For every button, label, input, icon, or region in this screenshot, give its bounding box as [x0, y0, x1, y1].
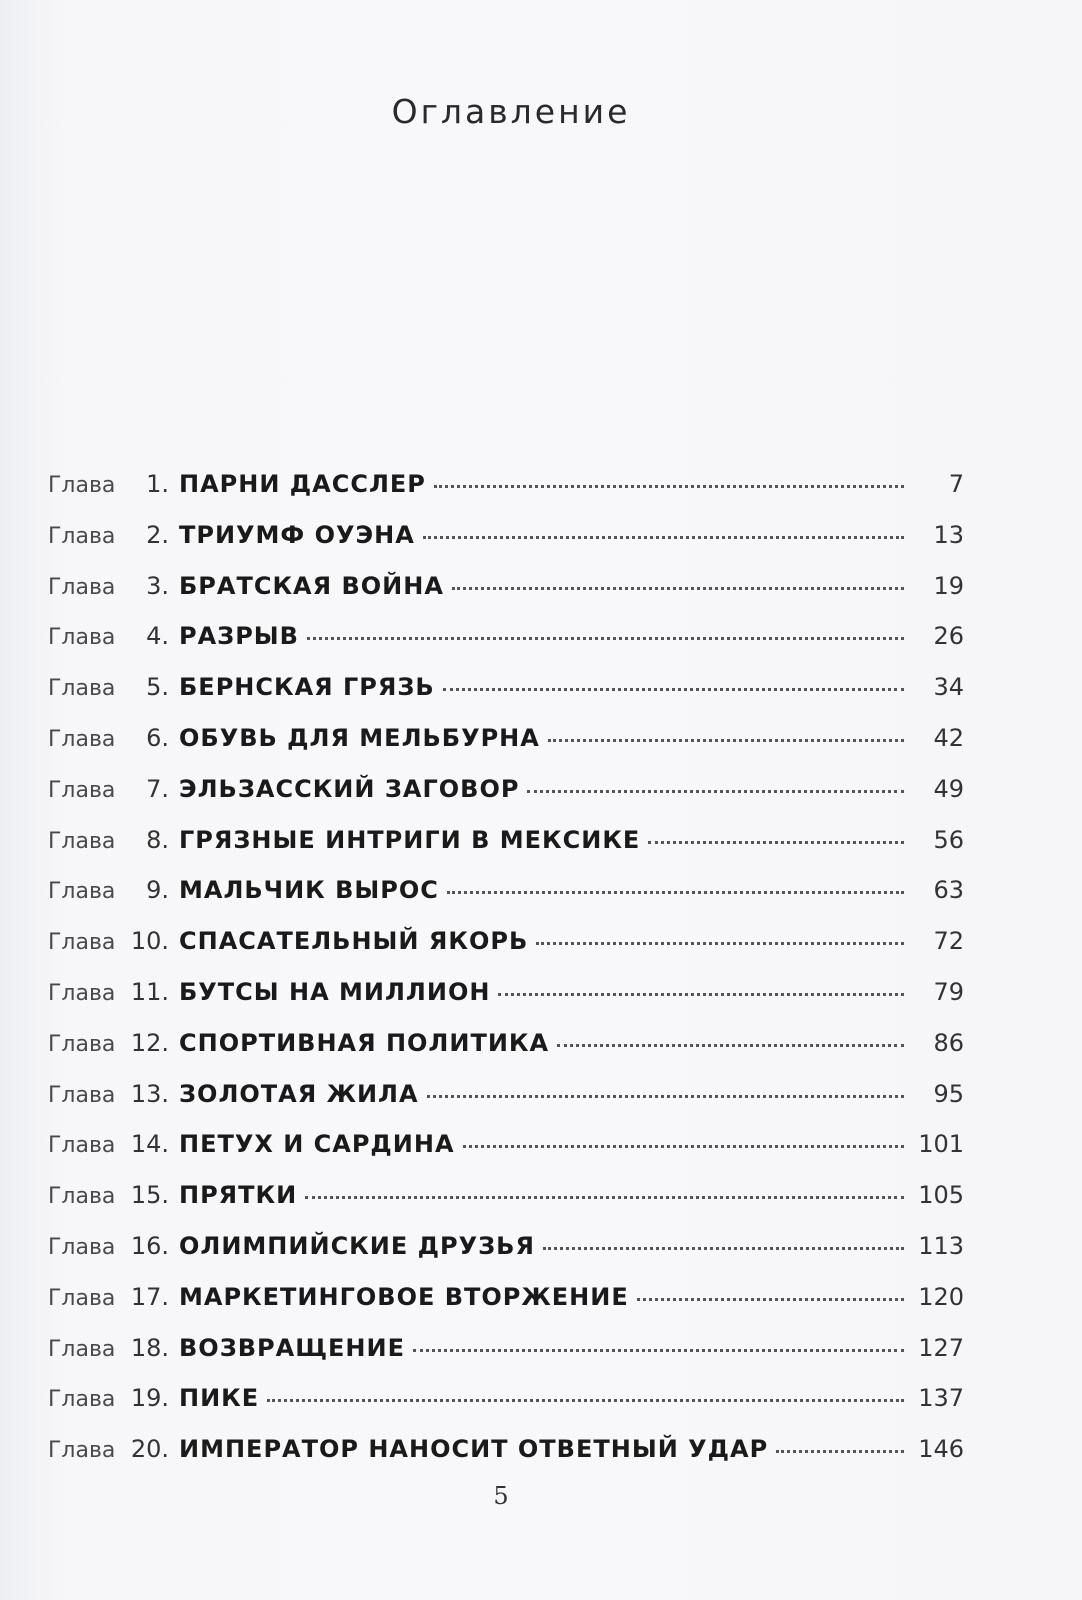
toc-entry — [48, 673, 964, 724]
chapter-word: Глава — [48, 777, 116, 803]
dot-leader — [548, 739, 904, 742]
chapter-word: Глава — [48, 523, 116, 549]
toc-entry — [48, 1029, 964, 1080]
toc-entry — [48, 1435, 964, 1486]
chapter-title: СПАСАТЕЛЬНЫЙ ЯКОРЬ — [179, 927, 529, 956]
chapter-word: Глава — [48, 473, 116, 498]
toc-entry — [48, 1181, 964, 1232]
chapter-number: 7. — [146, 774, 169, 803]
toc-entry — [48, 1232, 964, 1283]
dot-leader — [307, 637, 904, 640]
chapter-number: 5. — [146, 673, 169, 702]
chapter-title: ЗОЛОТАЯ ЖИЛА — [179, 1079, 419, 1108]
chapter-number: 13. — [130, 1079, 169, 1108]
chapter-page-number: 63 — [933, 876, 964, 905]
chapter-word: Глава — [48, 1133, 116, 1159]
table-of-contents — [48, 470, 964, 1486]
chapter-number: 15. — [130, 1181, 169, 1210]
chapter-number: 17. — [130, 1282, 169, 1311]
chapter-number: 18. — [130, 1333, 169, 1362]
chapter-page-number: 72 — [933, 927, 964, 956]
chapter-word: Глава — [48, 1387, 116, 1413]
chapter-number: 4. — [146, 622, 169, 651]
chapter-page-number: 19 — [933, 571, 964, 600]
toc-entry — [48, 1384, 964, 1435]
chapter-number: 1. — [146, 470, 169, 498]
toc-entry — [48, 775, 964, 826]
chapter-word: Глава — [48, 1082, 116, 1108]
chapter-title: ЭЛЬЗАССКИЙ ЗАГОВОР — [179, 774, 520, 803]
chapter-page-number: 34 — [933, 673, 964, 702]
dot-leader — [305, 1196, 904, 1199]
chapter-title: ВОЗВРАЩЕНИЕ — [179, 1333, 405, 1362]
chapter-title: МАРКЕТИНГОВОЕ ВТОРЖЕНИЕ — [179, 1282, 629, 1311]
chapter-number: 12. — [130, 1028, 169, 1057]
chapter-page-number: 49 — [933, 774, 964, 803]
chapter-title: ПИКЕ — [179, 1384, 260, 1413]
chapter-page-number: 113 — [918, 1231, 964, 1260]
chapter-page-number: 7 — [948, 470, 964, 498]
chapter-word: Глава — [48, 625, 116, 651]
chapter-title: СПОРТИВНАЯ ПОЛИТИКА — [179, 1028, 550, 1057]
chapter-number: 11. — [130, 977, 169, 1006]
toc-entry — [48, 1334, 964, 1385]
dot-leader — [557, 1044, 904, 1047]
chapter-word: Глава — [48, 1336, 116, 1362]
chapter-number: 9. — [146, 876, 169, 905]
toc-entry — [48, 470, 964, 521]
chapter-page-number: 13 — [933, 520, 964, 549]
dot-leader — [463, 1145, 904, 1148]
dot-leader — [452, 587, 904, 590]
chapter-word: Глава — [48, 574, 116, 600]
dot-leader — [267, 1399, 904, 1402]
chapter-page-number: 56 — [933, 825, 964, 854]
chapter-word: Глава — [48, 1285, 116, 1311]
chapter-number: 8. — [146, 825, 169, 854]
dot-leader — [423, 536, 904, 539]
toc-entry — [48, 1130, 964, 1181]
toc-entry — [48, 978, 964, 1029]
chapter-title: ПАРНИ ДАССЛЕР — [179, 470, 426, 498]
chapter-title: ОБУВЬ ДЛЯ МЕЛЬБУРНА — [179, 723, 540, 752]
chapter-page-number: 120 — [918, 1282, 964, 1311]
toc-entry — [48, 826, 964, 877]
dot-leader — [443, 688, 904, 691]
chapter-title: БЕРНСКАЯ ГРЯЗЬ — [179, 673, 435, 702]
chapter-page-number: 127 — [918, 1333, 964, 1362]
chapter-number: 2. — [146, 520, 169, 549]
chapter-title: МАЛЬЧИК ВЫРОС — [179, 876, 439, 905]
chapter-page-number: 95 — [933, 1079, 964, 1108]
chapter-page-number: 79 — [933, 977, 964, 1006]
chapter-word: Глава — [48, 1031, 116, 1057]
chapter-page-number: 105 — [918, 1181, 964, 1210]
chapter-word: Глава — [48, 930, 116, 956]
toc-entry — [48, 1283, 964, 1334]
toc-entry — [48, 622, 964, 673]
toc-entry — [48, 876, 964, 927]
chapter-number: 10. — [130, 927, 169, 956]
chapter-title: ПРЯТКИ — [179, 1181, 298, 1210]
dot-leader — [536, 942, 904, 945]
dot-leader — [413, 1349, 904, 1352]
page-title: Оглавление — [391, 92, 631, 131]
chapter-title: РАЗРЫВ — [179, 622, 299, 651]
chapter-title: БУТСЫ НА МИЛЛИОН — [179, 977, 491, 1006]
chapter-page-number: 26 — [933, 622, 964, 651]
chapter-word: Глава — [48, 1184, 116, 1210]
chapter-title: ПЕТУХ И САРДИНА — [179, 1130, 455, 1159]
chapter-title: ГРЯЗНЫЕ ИНТРИГИ В МЕКСИКЕ — [179, 825, 641, 854]
chapter-word: Глава — [48, 980, 116, 1006]
chapter-word: Глава — [48, 1234, 116, 1260]
dot-leader — [648, 841, 904, 844]
chapter-word: Глава — [48, 879, 116, 905]
dot-leader — [543, 1247, 904, 1250]
dot-leader — [527, 790, 904, 793]
chapter-page-number: 101 — [918, 1130, 964, 1159]
dot-leader — [776, 1450, 904, 1453]
dot-leader — [637, 1298, 904, 1301]
chapter-number: 14. — [130, 1130, 169, 1159]
chapter-number: 6. — [146, 723, 169, 752]
page-number: 5 — [493, 1482, 509, 1510]
toc-entry — [48, 1080, 964, 1131]
toc-entry — [48, 572, 964, 623]
chapter-page-number: 146 — [918, 1435, 964, 1464]
chapter-word: Глава — [48, 726, 116, 752]
toc-entry — [48, 521, 964, 572]
chapter-title: ТРИУМФ ОУЭНА — [179, 520, 415, 549]
chapter-page-number: 86 — [933, 1028, 964, 1057]
chapter-number: 16. — [130, 1231, 169, 1260]
chapter-title: ИМПЕРАТОР НАНОСИТ ОТВЕТНЫЙ УДАР — [179, 1435, 769, 1464]
toc-entry — [48, 724, 964, 775]
chapter-number: 19. — [130, 1384, 169, 1413]
dot-leader — [427, 1095, 904, 1098]
chapter-word: Глава — [48, 828, 116, 854]
chapter-word: Глава — [48, 676, 116, 702]
chapter-page-number: 137 — [918, 1384, 964, 1413]
chapter-title: БРАТСКАЯ ВОЙНА — [179, 571, 444, 600]
toc-entry — [48, 927, 964, 978]
chapter-page-number: 42 — [933, 723, 964, 752]
chapter-number: 3. — [146, 571, 169, 600]
chapter-number: 20. — [130, 1435, 169, 1464]
chapter-word: Глава — [48, 1438, 116, 1464]
chapter-title: ОЛИМПИЙСКИЕ ДРУЗЬЯ — [179, 1231, 535, 1260]
dot-leader — [498, 993, 904, 996]
dot-leader — [434, 485, 904, 488]
dot-leader — [447, 891, 904, 894]
